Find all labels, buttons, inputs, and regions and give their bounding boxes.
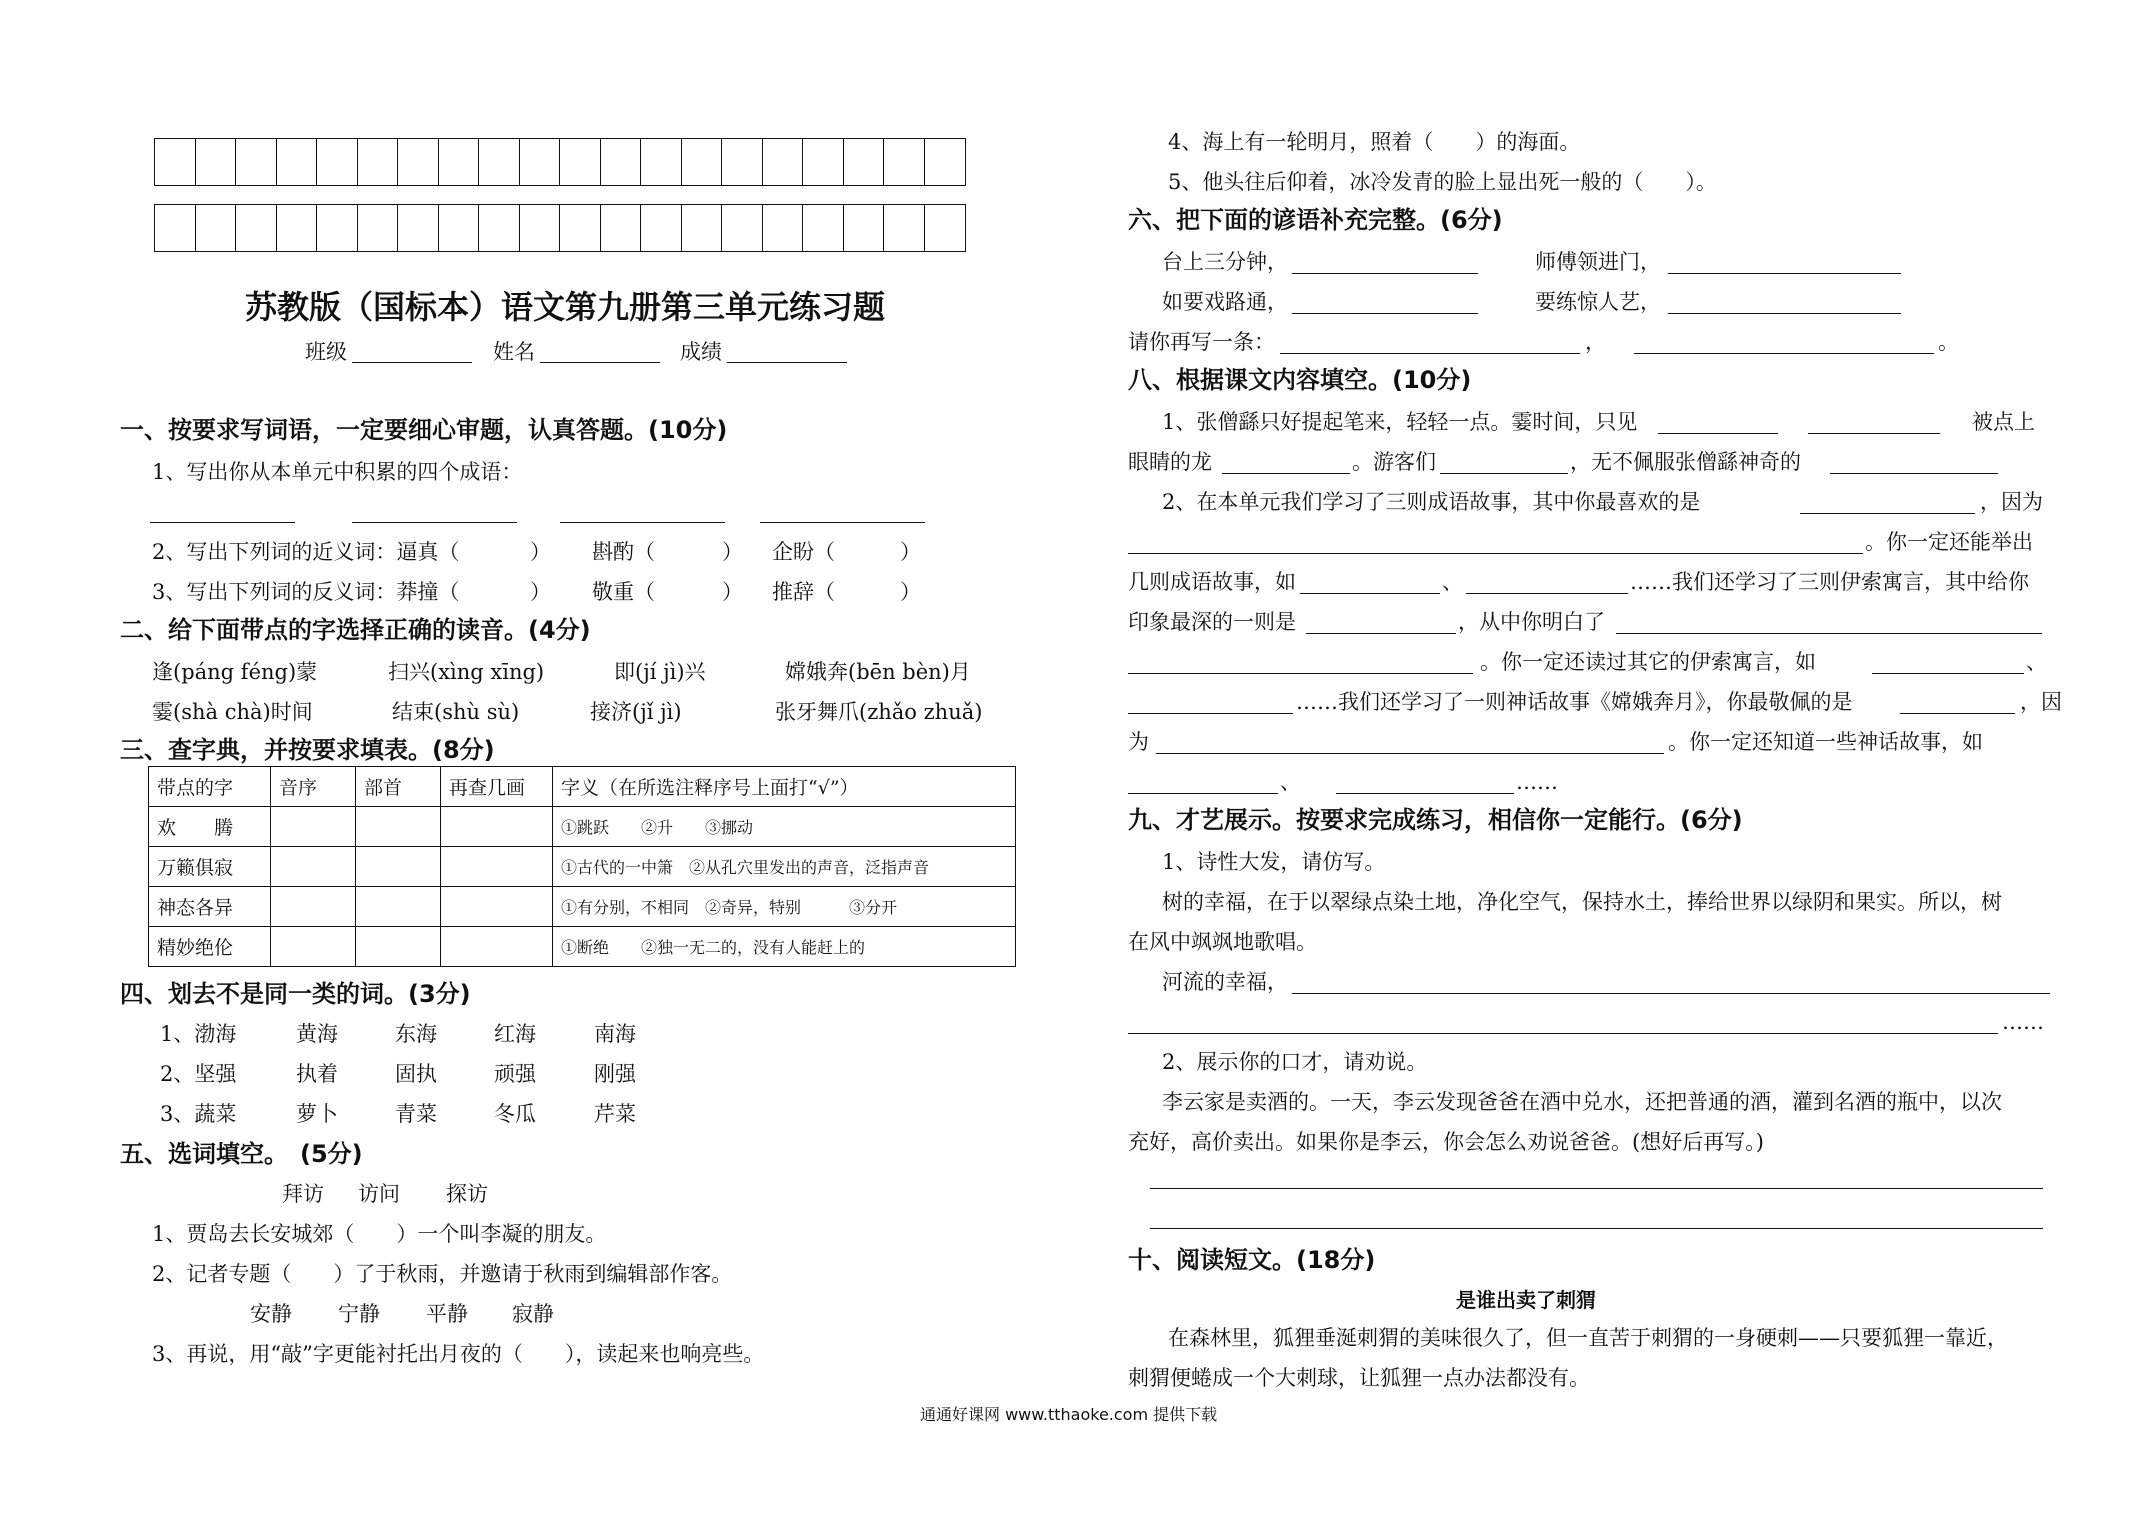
table-row	[149, 807, 1016, 847]
section-1-heading: 一、按要求写词语，一定要细心审题，认真答题。(10分)	[120, 416, 728, 444]
section-3-heading: 三、查字典，并按要求填表。(8分)	[120, 736, 495, 764]
table-word: 精妙绝伦	[149, 927, 271, 967]
word-item[interactable]: 固执	[395, 1062, 437, 1086]
strokes-cell[interactable]	[441, 847, 553, 887]
word-option: 平静	[426, 1302, 468, 1326]
bushou-cell[interactable]	[356, 927, 441, 967]
s5-q3: 3、再说，用“敲”字更能衬托出月夜的（ ），读起来也响亮些。	[152, 1342, 765, 1366]
name-field[interactable]	[540, 362, 660, 363]
fill-blank[interactable]	[1128, 553, 1863, 554]
article-text: 在森林里，狐狸垂涎刺猬的美味很久了，但一直苦于刺猬的一身硬刺——只要狐狸一靠近，	[1168, 1326, 2008, 1350]
table-header: 字义（在所选注释序号上面打“√”）	[553, 767, 1016, 807]
word-item[interactable]: 芹菜	[594, 1102, 636, 1126]
proverb-blank[interactable]	[1292, 273, 1478, 274]
word-option: 寂静	[512, 1302, 554, 1326]
proverb-item: 要练惊人艺，	[1535, 290, 1661, 314]
proverb-extra-blank[interactable]	[1280, 353, 1580, 354]
s8-text: 。你一定还读过其它的伊索寓言，如	[1480, 650, 1816, 674]
fill-blank[interactable]	[1306, 633, 1456, 634]
fill-blank[interactable]	[1658, 433, 1778, 434]
s1-q3-f: ）	[900, 580, 921, 604]
yinxu-cell[interactable]	[271, 927, 356, 967]
s8-text: 印象最深的一则是	[1128, 610, 1296, 634]
s1-q3-a: 3、写出下列词的反义词：莽撞（	[152, 580, 460, 604]
pinyin-item: 即(jí jì)兴	[614, 660, 706, 684]
fill-blank[interactable]	[1830, 473, 1998, 474]
fill-blank[interactable]	[1800, 513, 1975, 514]
s8-text: 、	[1280, 770, 1301, 794]
word-item[interactable]: 黄海	[296, 1022, 338, 1046]
s8-text: 、	[1442, 570, 1463, 594]
section-5-heading: 五、选词填空。 (5分)	[120, 1140, 363, 1168]
s8-text: ，因为	[1980, 490, 2043, 514]
s9-q2: 2、展示你的口才，请劝说。	[1162, 1050, 1428, 1074]
word-option: 拜访	[282, 1182, 324, 1206]
s5-q1: 1、贾岛去长安城郊（ ）一个叫李凝的朋友。	[152, 1222, 607, 1246]
s8-text: ……我们还学习了三则伊索寓言，其中给你	[1630, 570, 2029, 594]
table-meaning[interactable]: ①古代的一中箫 ②从孔穴里发出的声音，泛指声音	[553, 847, 1016, 887]
idiom-blank-2[interactable]	[352, 522, 517, 523]
proverb-extra-label: 请你再写一条：	[1128, 330, 1275, 354]
writing-grid-bottom	[154, 204, 966, 252]
writing-line[interactable]	[1150, 1228, 2043, 1229]
s1-q2-b: ）	[530, 540, 551, 564]
word-item[interactable]: 青菜	[395, 1102, 437, 1126]
section-10-heading: 十、阅读短文。(18分)	[1128, 1246, 1376, 1274]
word-item[interactable]: 南海	[594, 1022, 636, 1046]
fill-blank[interactable]	[1336, 793, 1514, 794]
pinyin-item: 霎(shà chà)时间	[152, 700, 313, 724]
word-item[interactable]: 执着	[296, 1062, 338, 1086]
article-title: 是谁出卖了刺猬	[1456, 1288, 1596, 1312]
proverb-item: 师傅领进门，	[1535, 250, 1661, 274]
s5-q4: 4、海上有一轮明月，照着（ ）的海面。	[1168, 130, 1581, 154]
table-header: 音序	[271, 767, 356, 807]
word-option: 安静	[250, 1302, 292, 1326]
idiom-blank-4[interactable]	[760, 522, 925, 523]
pinyin-item: 结束(shù sù)	[392, 700, 520, 724]
footer-credit: 通通好课网 www.tthaoke.com 提供下载	[920, 1405, 1218, 1424]
name-label: 姓名	[493, 340, 535, 364]
word-option: 探访	[446, 1182, 488, 1206]
fill-blank[interactable]	[1128, 673, 1473, 674]
s8-text: 、	[2026, 650, 2047, 674]
s1-q2-d: ）	[722, 540, 743, 564]
section-2-heading: 二、给下面带点的字选择正确的读音。(4分)	[120, 616, 591, 644]
s5-q2: 2、记者专题（ ）了于秋雨，并邀请于秋雨到编辑部作客。	[152, 1262, 733, 1286]
s9-poem-line: 树的幸福，在于以翠绿点染土地，净化空气，保持水土，捧给世界以绿阴和果实。所以，树	[1162, 890, 2002, 914]
bushou-cell[interactable]	[356, 807, 441, 847]
fill-blank[interactable]	[1222, 473, 1350, 474]
s9-river-label: 河流的幸福，	[1162, 970, 1288, 994]
s8-text: 。你一定还知道一些神话故事，如	[1668, 730, 1983, 754]
proverb-blank[interactable]	[1668, 313, 1901, 314]
pinyin-item: 张牙舞爪(zhǎo zhuǎ)	[775, 700, 983, 724]
table-row	[149, 847, 1016, 887]
word-item[interactable]: 萝卜	[296, 1102, 338, 1126]
pinyin-item: 嫦娥奔(bēn bèn)月	[785, 660, 971, 684]
idiom-blank-1[interactable]	[150, 522, 295, 523]
writing-line[interactable]	[1128, 1033, 1998, 1034]
fill-blank[interactable]	[1616, 633, 2042, 634]
table-meaning[interactable]: ①有分别，不相同 ②奇异，特别 ③分开	[553, 887, 1016, 927]
s8-text: ……我们还学习了一则神话故事《嫦娥奔月》，你最敬佩的是	[1296, 690, 1853, 714]
s8-text: 为	[1128, 730, 1149, 754]
fill-blank[interactable]	[1128, 793, 1278, 794]
writing-line[interactable]	[1150, 1188, 2043, 1189]
yinxu-cell[interactable]	[271, 887, 356, 927]
s9-poem-line: 在风中飒飒地歌唱。	[1128, 930, 1317, 954]
s1-q2-c: 斟酌（	[592, 540, 655, 564]
bushou-cell[interactable]	[356, 887, 441, 927]
class-label: 班级	[305, 340, 347, 364]
s8-text: 2、在本单元我们学习了三则成语故事，其中你最喜欢的是	[1162, 490, 1701, 514]
fill-blank[interactable]	[1440, 473, 1568, 474]
s8-text: ，因	[2020, 690, 2062, 714]
table-word: 欢 腾	[149, 807, 271, 847]
s8-text: ，从中你明白了	[1458, 610, 1605, 634]
yinxu-cell[interactable]	[271, 847, 356, 887]
fill-blank[interactable]	[1300, 593, 1440, 594]
section-4-heading: 四、划去不是同一类的词。(3分)	[120, 980, 471, 1008]
s8-text: ，无不佩服张僧繇神奇的	[1570, 450, 1801, 474]
proverb-comma: ，	[1585, 330, 1606, 354]
table-meaning[interactable]: ①跳跃 ②升 ③挪动	[553, 807, 1016, 847]
s1-q1: 1、写出你从本单元中积累的四个成语：	[152, 460, 523, 484]
table-header-row	[149, 767, 1016, 807]
idiom-blank-3[interactable]	[560, 522, 725, 523]
s5-q5: 5、他头往后仰着，冰冷发青的脸上显出死一般的（ ）。	[1168, 170, 1717, 194]
word-item[interactable]: 刚强	[594, 1062, 636, 1086]
proverb-item: 台上三分钟，	[1162, 250, 1288, 274]
table-header: 再查几画	[441, 767, 553, 807]
writing-grid-top	[154, 138, 966, 186]
fill-blank[interactable]	[1872, 673, 2024, 674]
writing-line[interactable]	[1292, 993, 2050, 994]
word-item[interactable]: 红海	[494, 1022, 536, 1046]
strokes-cell[interactable]	[441, 807, 553, 847]
s1-q3-b: ）	[530, 580, 551, 604]
s8-text: 1、张僧繇只好提起笔来，轻轻一点。霎时间，只见	[1162, 410, 1638, 434]
strokes-cell[interactable]	[441, 887, 553, 927]
word-item[interactable]: 3、蔬菜	[160, 1102, 237, 1126]
fill-blank[interactable]	[1128, 713, 1293, 714]
dictionary-table	[148, 766, 1016, 967]
s1-q2-e: 企盼（	[772, 540, 835, 564]
pinyin-item: 逢(páng féng)蒙	[152, 660, 318, 684]
word-item[interactable]: 东海	[395, 1022, 437, 1046]
s8-text: 。游客们	[1352, 450, 1436, 474]
word-option: 访问	[358, 1182, 400, 1206]
proverb-item: 如要戏路通，	[1162, 290, 1288, 314]
pinyin-item: 接济(jǐ jì)	[590, 700, 682, 724]
section-6-heading: 六、把下面的谚语补充完整。(6分)	[1128, 206, 1503, 234]
table-header: 带点的字	[149, 767, 271, 807]
fill-blank[interactable]	[1466, 593, 1628, 594]
s1-q2-a: 2、写出下列词的近义词：逼真（	[152, 540, 460, 564]
table-row	[149, 887, 1016, 927]
s1-q2-f: ）	[900, 540, 921, 564]
table-row	[149, 927, 1016, 967]
section-9-heading: 九、才艺展示。按要求完成练习，相信你一定能行。(6分)	[1128, 806, 1743, 834]
score-field[interactable]	[727, 362, 847, 363]
s8-text: 。你一定还能举出	[1865, 530, 2033, 554]
proverb-blank[interactable]	[1292, 313, 1478, 314]
fill-blank[interactable]	[1808, 433, 1940, 434]
article-text: 刺猬便蜷成一个大刺球，让狐狸一点办法都没有。	[1128, 1366, 1590, 1390]
word-item[interactable]: 冬瓜	[494, 1102, 536, 1126]
s9-q1: 1、诗性大发，请仿写。	[1162, 850, 1386, 874]
s8-text: 眼睛的龙	[1128, 450, 1212, 474]
bushou-cell[interactable]	[356, 847, 441, 887]
fill-blank[interactable]	[1900, 713, 2015, 714]
table-header: 部首	[356, 767, 441, 807]
proverb-period: 。	[1938, 330, 1959, 354]
proverb-extra-blank[interactable]	[1634, 353, 1934, 354]
word-item[interactable]: 顽强	[494, 1062, 536, 1086]
s8-text: 被点上	[1972, 410, 2035, 434]
s8-text: 几则成语故事，如	[1128, 570, 1296, 594]
s9-story-line: 充好，高价卖出。如果你是李云，你会怎么劝说爸爸。(想好后再写。)	[1128, 1130, 1764, 1154]
s1-q3-c: 敬重（	[592, 580, 655, 604]
section-8-heading: 八、根据课文内容填空。(10分)	[1128, 366, 1472, 394]
table-meaning[interactable]: ①断绝 ②独一无二的，没有人能赶上的	[553, 927, 1016, 967]
score-label: 成绩	[680, 340, 722, 364]
proverb-blank[interactable]	[1668, 273, 1901, 274]
word-item[interactable]: 1、渤海	[160, 1022, 237, 1046]
table-word: 万籁俱寂	[149, 847, 271, 887]
s1-q3-e: 推辞（	[772, 580, 835, 604]
table-word: 神态各异	[149, 887, 271, 927]
word-item[interactable]: 2、坚强	[160, 1062, 237, 1086]
yinxu-cell[interactable]	[271, 807, 356, 847]
pinyin-item: 扫兴(xìng xīng)	[388, 660, 545, 684]
page-title: 苏教版（国标本）语文第九册第三单元练习题	[245, 288, 886, 326]
s9-ellipsis: ……	[2002, 1010, 2044, 1034]
word-option: 宁静	[338, 1302, 380, 1326]
s9-story-line: 李云家是卖酒的。一天，李云发现爸爸在酒中兑水，还把普通的酒，灌到名酒的瓶中，以次	[1162, 1090, 2002, 1114]
s1-q3-d: ）	[722, 580, 743, 604]
strokes-cell[interactable]	[441, 927, 553, 967]
class-field[interactable]	[352, 362, 472, 363]
fill-blank[interactable]	[1156, 753, 1664, 754]
s8-text: ……	[1516, 770, 1558, 794]
